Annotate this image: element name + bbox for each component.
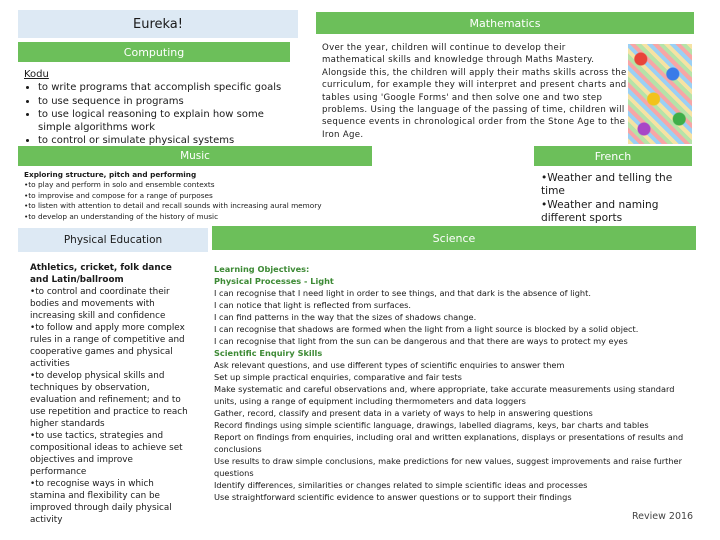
science-learning-objectives: Learning Objectives: [214, 264, 310, 274]
list-item: •to develop physical skills and techniques by observation, evaluation and refinement; and to use repetition and practice to reach higher standards [30, 371, 188, 429]
computing-subtitle: Kodu [24, 69, 49, 80]
french-header [534, 146, 692, 166]
list-item: •Weather and naming different sports [541, 198, 659, 224]
list-item: Use results to draw simple conclusions, make predictions for new values, suggest improvements and raise further questions [214, 456, 682, 478]
list-item: •to listen with attention to detail and recall sounds with increasing aural memory [24, 201, 322, 211]
pe-heading: Athletics, cricket, folk dance and Latin/ballroom [30, 263, 172, 285]
pe-title: Physical Education [63, 234, 163, 246]
list-item: Make systematic and careful observations and, where appropriate, take accurate measurements using standard units, using a range of equipment including thermometers and data loggers [214, 384, 675, 406]
review-footer: Review 2016 [632, 511, 694, 522]
list-item: Identify differences, similarities or changes related to simple scientific ideas and processes [214, 480, 588, 490]
eureka-title-box [18, 10, 298, 38]
list-item: I can recognise that I need light in order to see things, and that dark is the absence of light. [214, 288, 591, 298]
list-item: •to play and perform in solo and ensemble contexts [24, 180, 215, 190]
french-title: French [594, 149, 632, 163]
list-item: •to use tactics, strategies and compositional ideas to achieve set objectives and improve performance [30, 431, 183, 477]
mathematics-title: Mathematics [469, 16, 541, 30]
list-item: •Weather and telling the time [541, 172, 673, 198]
science-process-heading: Physical Processes - Light [214, 276, 334, 286]
list-item: I can recognise that light from the sun can be dangerous and that there are ways to protect my eyes [214, 336, 628, 346]
science-enquiry-heading: Scientific Enquiry Skills [214, 348, 323, 358]
list-item: Record findings using simple scientific language, drawings, labelled diagrams, keys, bar charts and tables [214, 420, 649, 430]
list-item: Ask relevant questions, and use different types of scientific enquiries to answer them [214, 360, 565, 370]
list-item: Report on findings from enquiries, including oral and written explanations, displays or presentations of results and conclusions [214, 432, 684, 454]
music-header [18, 146, 372, 166]
list-item: • to control or simulate physical systems [38, 134, 296, 147]
list-item: • to use sequence in programs [38, 95, 296, 108]
computing-title: Computing [123, 45, 185, 59]
music-body [24, 170, 384, 222]
list-item: I can find patterns in the way that the sizes of shadows change. [214, 312, 477, 322]
eureka-title: Eureka! [133, 16, 183, 32]
list-item: Gather, record, classify and present data in a variety of ways to help in answering questions [214, 408, 593, 418]
pe-header [18, 228, 208, 252]
music-title: Music [180, 150, 210, 162]
list-item: Use straightforward scientific evidence to answer questions or to support their findings [214, 492, 572, 502]
list-item: I can recognise that shadows are formed when the light from a light source is blocked by a solid object. [214, 324, 639, 334]
list-item: •to recognise ways in which stamina and flexibility can be improved through daily physical activity [30, 479, 172, 525]
list-item: • to use logical reasoning to explain how some simple algorithms work [38, 108, 296, 135]
computing-list [24, 81, 296, 147]
list-item: • to write programs that accomplish specific goals [38, 81, 296, 94]
pe-body [30, 262, 192, 526]
list-item: •to develop an understanding of the history of music [24, 211, 219, 221]
list-item: •to control and coordinate their bodies and movements with increasing skill and confidence [30, 287, 170, 321]
computing-body [24, 68, 296, 148]
music-heading: Exploring structure, pitch and performing [24, 170, 197, 179]
list-item: •to follow and apply more complex rules in a range of competitive and cooperative games and physical activities [30, 323, 185, 369]
mathematics-header [316, 12, 694, 34]
mathematics-text: Over the year, children will continue to develop their mathematical skills and knowledge through Maths Mastery. Alongside this, the children will apply their maths skills across the curriculum, for example they will interpret and present charts and tables using 'Google Forms' and then solve one and two step problems. Using the language of the passing of time, children will sequence events in chronological order from the Stone Age to the Iron Age. [322, 43, 627, 140]
french-body [541, 172, 681, 225]
science-header [212, 226, 696, 250]
list-item: •to improvise and compose for a range of purposes [24, 190, 213, 200]
mathematics-image [628, 44, 692, 144]
science-body [214, 263, 694, 503]
computing-header [18, 42, 290, 62]
science-title: Science [432, 231, 476, 245]
list-item: I can notice that light is reflected from surfaces. [214, 300, 412, 310]
list-item: Set up simple practical enquiries, comparative and fair tests [214, 372, 462, 382]
